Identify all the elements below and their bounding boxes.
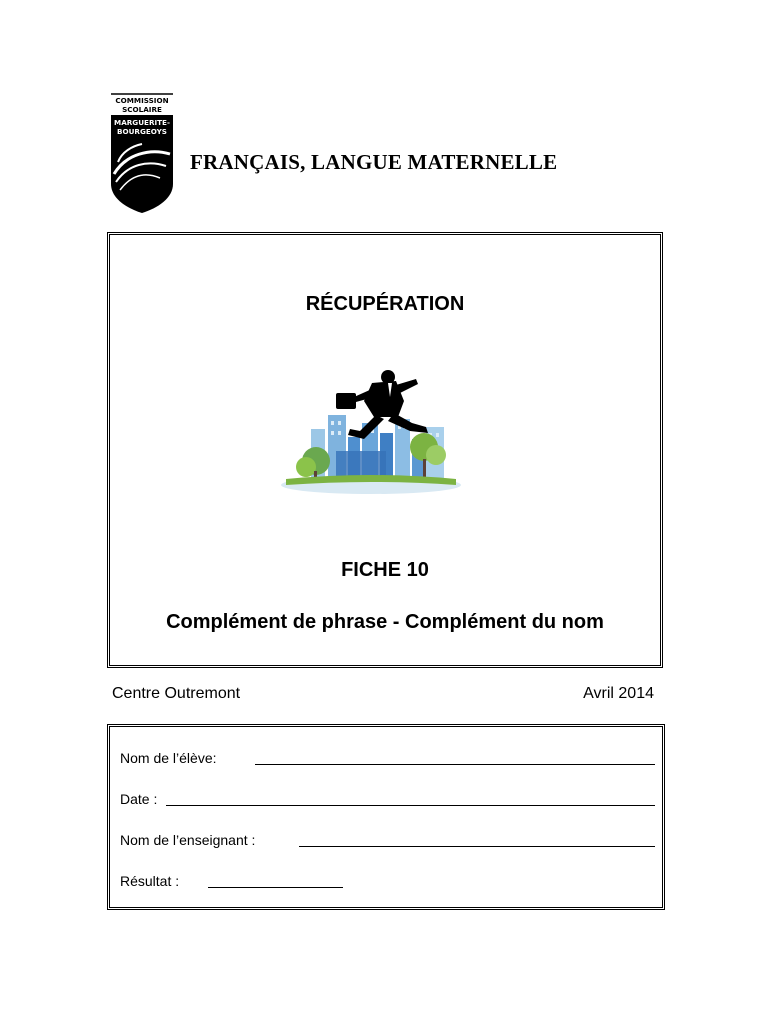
logo-text-commission: COMMISSION (115, 96, 169, 105)
fiche-number: FICHE 10 (341, 559, 429, 581)
centre-name: Centre Outremont (112, 685, 241, 702)
logo-text-scolaire: SCOLAIRE (122, 105, 162, 114)
logo-text-bourgeoys: BOURGEOYS (116, 127, 168, 136)
date-field[interactable] (166, 805, 655, 806)
publication-date: Avril 2014 (583, 685, 654, 702)
student-name-label: Nom de l’élève: (120, 750, 217, 766)
section-title: RÉCUPÉRATION (305, 293, 465, 315)
date-label: Date : (120, 791, 158, 807)
student-name-field[interactable] (255, 764, 655, 765)
page-title: FRANÇAIS, LANGUE MATERNELLE (190, 150, 558, 174)
teacher-name-field[interactable] (299, 846, 655, 847)
result-label: Résultat : (120, 873, 180, 889)
teacher-name-label: Nom de l’enseignant : (120, 832, 256, 848)
result-field[interactable] (208, 887, 343, 888)
businessman-leaping-illustration (276, 367, 462, 505)
logo-text-marguerite: MARGUERITE- (114, 118, 170, 127)
student-info-form (107, 724, 665, 910)
fiche-subtitle: Complément de phrase - Complément du nom (166, 611, 604, 633)
cover-box (107, 232, 663, 668)
school-board-logo (108, 92, 176, 214)
